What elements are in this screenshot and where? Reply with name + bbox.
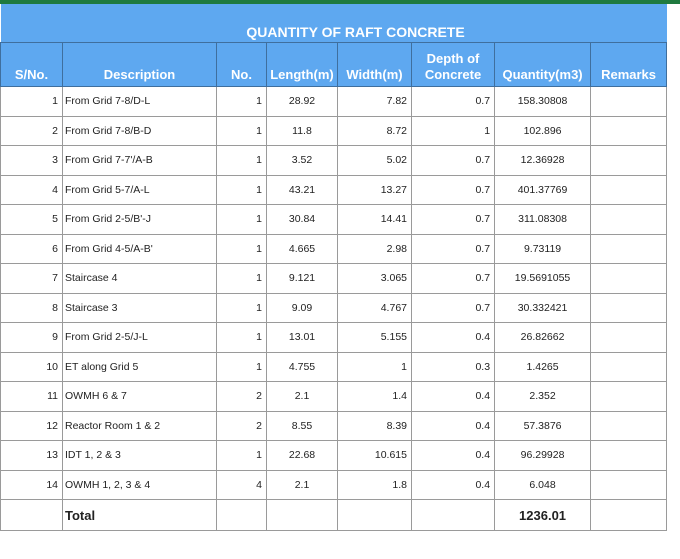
cell-width[interactable]: 4.767 (338, 293, 412, 323)
cell-description[interactable]: From Grid 7-7'/A-B (63, 146, 217, 176)
cell-length[interactable]: 43.21 (267, 175, 338, 205)
cell-remarks[interactable] (591, 352, 667, 382)
cell-depth[interactable]: 0.7 (412, 293, 495, 323)
header-depth-line2: Concrete (424, 67, 482, 82)
cell-sno[interactable]: 5 (1, 205, 63, 235)
table-row (1, 293, 667, 323)
table-row (1, 175, 667, 205)
header-row (1, 43, 667, 87)
cell-quantity[interactable]: 96.29928 (495, 441, 591, 471)
cell-no[interactable]: 4 (217, 470, 267, 500)
cell-remarks[interactable] (591, 116, 667, 146)
table-row (1, 470, 667, 500)
cell-remarks[interactable] (591, 411, 667, 441)
cell-no[interactable]: 1 (217, 87, 267, 117)
table-body (1, 87, 667, 531)
cell-quantity[interactable]: 26.82662 (495, 323, 591, 353)
cell-length[interactable]: 3.52 (267, 146, 338, 176)
cell-length[interactable]: 28.92 (267, 87, 338, 117)
cell-total-no[interactable] (217, 500, 267, 531)
cell-description[interactable]: OWMH 6 & 7 (63, 382, 217, 412)
title-spacer-left (1, 4, 217, 43)
title-spacer-right (495, 4, 667, 43)
cell-length[interactable]: 4.755 (267, 352, 338, 382)
cell-sno[interactable]: 7 (1, 264, 63, 294)
cell-description[interactable]: Reactor Room 1 & 2 (63, 411, 217, 441)
cell-depth[interactable]: 1 (412, 116, 495, 146)
cell-remarks[interactable] (591, 87, 667, 117)
cell-total-width[interactable] (338, 500, 412, 531)
cell-quantity[interactable]: 401.37769 (495, 175, 591, 205)
cell-remarks[interactable] (591, 205, 667, 235)
cell-remarks[interactable] (591, 264, 667, 294)
cell-description[interactable]: Staircase 4 (63, 264, 217, 294)
cell-no[interactable]: 1 (217, 146, 267, 176)
header-width[interactable]: Width(m) (338, 43, 412, 87)
cell-depth[interactable]: 0.4 (412, 323, 495, 353)
cell-sno[interactable]: 1 (1, 87, 63, 117)
cell-depth[interactable]: 0.7 (412, 205, 495, 235)
cell-depth[interactable]: 0.4 (412, 441, 495, 471)
cell-description[interactable]: From Grid 4-5/A-B' (63, 234, 217, 264)
total-label[interactable]: Total (63, 500, 217, 531)
cell-remarks[interactable] (591, 382, 667, 412)
cell-description[interactable]: IDT 1, 2 & 3 (63, 441, 217, 471)
cell-description[interactable]: From Grid 7-8/D-L (63, 87, 217, 117)
cell-remarks[interactable] (591, 293, 667, 323)
table-row (1, 146, 667, 176)
cell-depth[interactable]: 0.4 (412, 470, 495, 500)
table-row (1, 411, 667, 441)
cell-sno[interactable]: 4 (1, 175, 63, 205)
cell-depth[interactable]: 0.3 (412, 352, 495, 382)
cell-depth[interactable]: 0.7 (412, 87, 495, 117)
cell-sno[interactable]: 10 (1, 352, 63, 382)
cell-sno[interactable]: 3 (1, 146, 63, 176)
raft-concrete-table (0, 4, 667, 531)
cell-total-length[interactable] (267, 500, 338, 531)
cell-length[interactable]: 9.121 (267, 264, 338, 294)
cell-width[interactable]: 5.155 (338, 323, 412, 353)
header-length[interactable]: Length(m) (267, 43, 338, 87)
cell-length[interactable]: 11.8 (267, 116, 338, 146)
cell-width[interactable]: 3.065 (338, 264, 412, 294)
cell-sno[interactable]: 13 (1, 441, 63, 471)
cell-quantity[interactable]: 2.352 (495, 382, 591, 412)
cell-quantity[interactable]: 12.36928 (495, 146, 591, 176)
spreadsheet (0, 4, 666, 531)
cell-length[interactable]: 30.84 (267, 205, 338, 235)
table-row (1, 382, 667, 412)
table-row (1, 264, 667, 294)
cell-depth[interactable]: 0.7 (412, 234, 495, 264)
cell-description[interactable]: From Grid 5-7/A-L (63, 175, 217, 205)
cell-description[interactable]: From Grid 2-5/J-L (63, 323, 217, 353)
cell-length[interactable]: 22.68 (267, 441, 338, 471)
cell-no[interactable]: 1 (217, 234, 267, 264)
cell-depth[interactable]: 0.7 (412, 146, 495, 176)
header-depth-line1: Depth of (426, 51, 480, 66)
cell-width[interactable]: 13.27 (338, 175, 412, 205)
cell-depth[interactable]: 0.7 (412, 175, 495, 205)
cell-remarks[interactable] (591, 323, 667, 353)
cell-sno[interactable]: 9 (1, 323, 63, 353)
cell-quantity[interactable]: 6.048 (495, 470, 591, 500)
cell-quantity[interactable]: 158.30808 (495, 87, 591, 117)
cell-length[interactable]: 2.1 (267, 382, 338, 412)
cell-total-sno[interactable] (1, 500, 63, 531)
cell-total-depth[interactable] (412, 500, 495, 531)
table-row (1, 205, 667, 235)
cell-width[interactable]: 10.615 (338, 441, 412, 471)
cell-remarks[interactable] (591, 470, 667, 500)
cell-no[interactable]: 1 (217, 116, 267, 146)
cell-description[interactable]: ET along Grid 5 (63, 352, 217, 382)
cell-width[interactable]: 1 (338, 352, 412, 382)
cell-sno[interactable]: 14 (1, 470, 63, 500)
cell-depth[interactable]: 0.4 (412, 411, 495, 441)
cell-width[interactable]: 5.02 (338, 146, 412, 176)
cell-remarks[interactable] (591, 441, 667, 471)
cell-length[interactable]: 8.55 (267, 411, 338, 441)
cell-width[interactable]: 14.41 (338, 205, 412, 235)
total-quantity[interactable]: 1236.01 (495, 500, 591, 531)
cell-remarks[interactable] (591, 175, 667, 205)
cell-width[interactable]: 8.72 (338, 116, 412, 146)
cell-quantity[interactable]: 102.896 (495, 116, 591, 146)
table-title: QUANTITY OF RAFT CONCRETE (217, 4, 495, 43)
cell-length[interactable]: 2.1 (267, 470, 338, 500)
cell-sno[interactable]: 12 (1, 411, 63, 441)
cell-remarks[interactable] (591, 234, 667, 264)
cell-quantity[interactable]: 311.08308 (495, 205, 591, 235)
cell-length[interactable]: 9.09 (267, 293, 338, 323)
cell-sno[interactable]: 2 (1, 116, 63, 146)
title-row (1, 4, 667, 43)
table-row (1, 352, 667, 382)
cell-sno[interactable]: 6 (1, 234, 63, 264)
table-row (1, 441, 667, 471)
cell-no[interactable]: 2 (217, 382, 267, 412)
cell-quantity[interactable]: 19.5691055 (495, 264, 591, 294)
cell-description[interactable]: From Grid 7-8/B-D (63, 116, 217, 146)
header-quantity[interactable]: Quantity(m3) (495, 43, 591, 87)
table-row (1, 323, 667, 353)
cell-sno[interactable]: 8 (1, 293, 63, 323)
cell-width[interactable]: 8.39 (338, 411, 412, 441)
table-row (1, 87, 667, 117)
header-depth[interactable] (412, 43, 495, 87)
cell-length[interactable]: 4.665 (267, 234, 338, 264)
cell-no[interactable]: 2 (217, 411, 267, 441)
cell-remarks[interactable] (591, 146, 667, 176)
cell-no[interactable]: 1 (217, 323, 267, 353)
cell-quantity[interactable]: 30.332421 (495, 293, 591, 323)
cell-description[interactable]: OWMH 1, 2, 3 & 4 (63, 470, 217, 500)
cell-quantity[interactable]: 9.73119 (495, 234, 591, 264)
total-row (1, 500, 667, 531)
header-no[interactable]: No. (217, 43, 267, 87)
cell-no[interactable]: 1 (217, 264, 267, 294)
cell-width[interactable]: 2.98 (338, 234, 412, 264)
cell-no[interactable]: 1 (217, 293, 267, 323)
cell-length[interactable]: 13.01 (267, 323, 338, 353)
cell-width[interactable]: 7.82 (338, 87, 412, 117)
cell-width[interactable]: 1.8 (338, 470, 412, 500)
header-remarks[interactable]: Remarks (591, 43, 667, 87)
cell-sno[interactable]: 11 (1, 382, 63, 412)
table-row (1, 116, 667, 146)
cell-quantity[interactable]: 57.3876 (495, 411, 591, 441)
cell-no[interactable]: 1 (217, 441, 267, 471)
cell-no[interactable]: 1 (217, 205, 267, 235)
table-row (1, 234, 667, 264)
cell-description[interactable]: Staircase 3 (63, 293, 217, 323)
cell-depth[interactable]: 0.7 (412, 264, 495, 294)
cell-no[interactable]: 1 (217, 175, 267, 205)
cell-quantity[interactable]: 1.4265 (495, 352, 591, 382)
cell-no[interactable]: 1 (217, 352, 267, 382)
cell-description[interactable]: From Grid 2-5/B'-J (63, 205, 217, 235)
cell-total-remarks[interactable] (591, 500, 667, 531)
cell-width[interactable]: 1.4 (338, 382, 412, 412)
header-sno[interactable]: S/No. (1, 43, 63, 87)
cell-depth[interactable]: 0.4 (412, 382, 495, 412)
header-description[interactable]: Description (63, 43, 217, 87)
